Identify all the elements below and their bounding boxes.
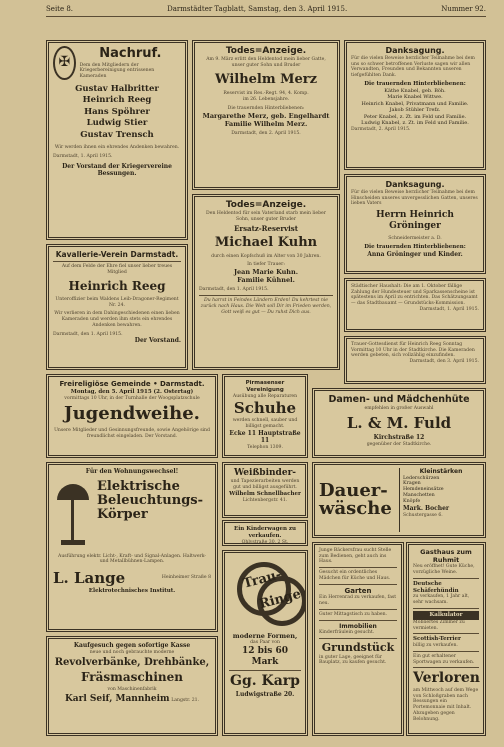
seif-address: Langstr. 21.: [171, 698, 200, 704]
elektrische-beleuchtung-ad: [46, 462, 218, 632]
mourner-name: Familie Wilhelm Merz.: [224, 120, 308, 129]
bocher-address: Schustergasse 6.: [403, 512, 443, 518]
deceased-age: durch einen Kopfschuß im Alter von 30 Jahren.: [211, 253, 321, 259]
dauerwaesche-ad: [312, 462, 486, 538]
pirmasenser-schuhe-ad: [222, 374, 308, 458]
mourners-label: Die trauernden Hinterbliebenen:: [364, 80, 466, 87]
death-notice-date: Darmstadt, den 1. April 1915.: [199, 287, 269, 293]
death-notice-title: Todes=Anzeige.: [225, 200, 307, 210]
beleuchtung-text: Ausführung elektr. Licht-, Kraft- und Signal-Anlagen. Haltwerk- und Metallbühnen-Lampen.: [58, 553, 206, 565]
weissbinder-ad: [222, 462, 308, 518]
weissbinder-text: und Tapezierarbeiten werden gut und billigst ausgeführt.: [230, 479, 300, 490]
death-notice-text: Den Heldentod für sein Vaterland starb mein lieber Sohn, unser guter Bruder: [206, 211, 326, 222]
deceased-role: Schneidermeister a. D.: [388, 235, 442, 241]
schuhe-heading: Schuhe: [233, 399, 297, 418]
danksagung-title: Danksagung.: [385, 180, 445, 189]
danksagung-knabel: [344, 40, 486, 170]
kaufgesuch-text: neue und noch gebrauchte moderne: [89, 649, 175, 655]
terrier-text: billig zu verkaufen.: [413, 643, 458, 649]
danksagung-date: Darmstadt, 2. April 1915.: [351, 126, 411, 132]
danksagung-title: Danksagung.: [385, 46, 445, 55]
death-notice-kuhn: [192, 194, 340, 370]
beleuchtung-heading: Körper: [97, 507, 148, 523]
weissbinder-heading: Weißbinder-: [233, 468, 297, 478]
mourners-label: Die trauernden Hinterbliebenen:: [227, 106, 305, 112]
kleinstaerken-title: Kleinstärken: [419, 468, 463, 475]
page-number: Seite 8.: [46, 5, 74, 13]
mourner-name: Heinrich Knabel, Privatmann und Familie.: [361, 100, 469, 107]
product-item: Knöpfe: [403, 499, 421, 505]
nachruf-body: Wir werden ihnen ein ehrendes Andenken bewahren.: [54, 145, 180, 151]
product-item: Kragen: [403, 481, 421, 487]
immobilien-heading: Immobilien: [339, 622, 377, 630]
trauringe-price: 12 bis 60 Mark: [241, 645, 289, 668]
product-item: Lederschürzen: [403, 475, 440, 481]
trauringe-text: moderne Formen,: [232, 632, 298, 640]
kinderwagen-address: Ohlystraße 30, 2 St.: [241, 539, 289, 545]
deceased-name: Herrn Heinrich Gröninger: [376, 210, 454, 232]
kavallerie-footer: Der Vorstand.: [134, 337, 181, 345]
product-item: Manschetten: [403, 493, 435, 499]
verloren-heading: Verloren: [413, 670, 480, 687]
kaufgesuch-maschinen-ad: [46, 636, 218, 736]
ruhm-heading: Gasthaus zum Ruhmit: [420, 548, 472, 565]
classified-item: Möbliertes Zimmer zu vermieten.: [413, 619, 465, 631]
bocher-brand: Mark. Bocher: [403, 505, 450, 513]
kavallerie-verein-ad: [46, 244, 188, 370]
mourners-label: Die trauernden Hinterbliebenen:: [364, 244, 466, 251]
mourner-name: Käthe Knabel, geb. Böh.: [384, 87, 446, 94]
memorial-service-text: Trauer-Gottesdienst für Heinrich Reeg Sonntag Vormittag 10 Uhr in der Stadtkirche. Die Kameraden werden gebeten, sich vollzählig einzufinden.: [351, 342, 475, 359]
deceased-rank: Ersatz-Reservist: [234, 223, 298, 233]
memorial-service-notice: [344, 336, 486, 384]
kavallerie-title: Kavallerie-Verein Darmstadt.: [55, 250, 179, 259]
classified-item: Ein Herrenrad zu verkaufen, fast neu.: [319, 595, 397, 607]
nachruf-name: Heinrich Reeg: [82, 95, 152, 106]
lange-brand: L. Lange: [53, 568, 126, 587]
dauerwaesche-heading: Dauer-: [319, 480, 388, 501]
cross-emblem-icon: ✠: [53, 46, 76, 80]
trauringe-heading: Ringe: [257, 586, 303, 613]
deceased-age: im 26. Lebensjahre.: [242, 96, 290, 102]
death-notice-merz: [192, 40, 340, 190]
nachruf-name: Gustav Halbritter: [75, 84, 159, 94]
dauerwaesche-heading: wäsche: [319, 498, 392, 519]
classified-column-left: [312, 542, 404, 736]
classified-item: Guter Mittagstisch zu haben.: [319, 611, 388, 617]
grundstueck-heading: Grundstück: [321, 640, 395, 654]
mourner-name: Margarethe Merz, geb. Engelhardt: [202, 112, 330, 121]
death-notice-text: Am 9. März erlitt den Heldentod mein lieber Gatte, unser guter Sohn und Bruder: [206, 57, 326, 68]
karp-address: Ludwigstraße 20.: [235, 690, 295, 698]
kalkulator-heading: Kalkulator: [413, 611, 479, 620]
weissbinder-address: Lichtenbergstr. 41.: [242, 497, 288, 503]
kaufgesuch-title: Kaufgesuch gegen sofortige Kasse: [73, 642, 191, 649]
gemeinde-time: vormittags 10 Uhr, in der Turnhalle der Woogsplatzschule: [64, 395, 200, 401]
page-header: [46, 2, 486, 17]
mourner-name: Jean Marie Kuhn.: [233, 268, 299, 277]
trauringe-ad: [222, 550, 308, 736]
nachruf-name: Hans Spöhrer: [84, 106, 150, 117]
classified-item: Gesucht ein ordentliches Mädchen für Küche und Haus.: [319, 570, 391, 581]
kavallerie-body: Wir verlieren in dem Dahingeschiedenen einen lieben Kameraden und werden ihm stets ein ehrendes Andenken bewahren.: [54, 311, 180, 328]
jugendweihe-heading: Jugendweihe.: [64, 403, 200, 425]
municipal-notice-date: Darmstadt, 1. April 1915.: [419, 306, 479, 312]
lange-sub: Elektrotechnisches Institut.: [88, 587, 176, 594]
beleuchtung-title: Für den Wohnungswechsel!: [85, 468, 179, 475]
gemeinde-title: Freireligiöse Gemeinde • Darmstadt.: [59, 380, 205, 388]
deceased-name: Heinrich Reeg: [68, 278, 166, 293]
wedding-rings-icon: [229, 556, 301, 632]
damenhuete-ad: [312, 388, 486, 458]
maschinen-sub: von Maschinenfabrik: [107, 686, 157, 692]
municipal-notice: [344, 278, 486, 332]
pirmasenser-sub: Ausübung alle Reparaturen: [232, 393, 298, 399]
maschinen-heading: Revolverbänke, Drehbänke,: [54, 657, 210, 669]
verloren-text: am Mittwoch auf dem Wege von Schloßgraben nach Bessungen ein Portemonnaie mit Inhalt. Abzugeben gegen Belohnung.: [413, 687, 479, 722]
kinderwagen-ad: [222, 520, 308, 546]
danksagung-groeninger: [344, 174, 486, 274]
kavallerie-date: Darmstadt, den 1. April 1915.: [53, 331, 123, 337]
classified-item: Kinderfräulein gesucht.: [319, 630, 375, 636]
nachruf-ad: [46, 40, 188, 240]
kinderwagen-text: Ein Kinderwagen zu verkaufen.: [234, 526, 296, 539]
mourner-name: Peter Knabel, z. Zt. im Feld und Familie.: [363, 113, 467, 120]
mourner-name: Jakob Stühler Trefz.: [389, 107, 441, 114]
nachruf-name: Ludwig Stier: [86, 118, 148, 129]
nachruf-title: Nachruf.: [99, 46, 162, 62]
classified-column-right: [406, 542, 486, 736]
weissbinder-name: Wilhelm Schnellbacher: [229, 490, 301, 497]
schaefer-heading: Deutsche Schäferhündin: [413, 580, 459, 594]
pirmasenser-title: Pirmasenser Vereinigung: [245, 380, 285, 393]
danksagung-text: Für die vielen Beweise herzlicher Teilnahme bei dem Hinscheiden unseres unvergesslichen Gatten, unseres lieben Vaters: [351, 190, 478, 207]
pirmasenser-phone: Telephon 1309.: [247, 444, 283, 450]
beleuchtung-heading: Elektrische: [97, 478, 180, 494]
trauringe-price-label: das Paar von: [250, 640, 280, 646]
municipal-notice-text: Städtischer Haushalt: Die am 1. Oktober fällige Zahlung der Hundesteuer und Sparkassenscheine ist spätestens im April zu entrichten. Das Schätzungsamt — das Stadtbauamt — Grundstücks-Kommission.: [351, 284, 478, 307]
kavallerie-text: Auf dem Felde der Ehre fiel unser lieber treues Mitglied: [61, 264, 173, 276]
hats-brand: L. & M. Fuld: [346, 413, 452, 432]
hats-title: Damen- und Mädchenhüte: [328, 394, 470, 405]
deceased-rank: Reservist im Res.-Regt. 94, 4. Komp.: [223, 90, 309, 96]
classified-item: Ein gut erhaltener Sportwagen zu verkaufen.: [413, 653, 475, 665]
lamp-illustration-icon: [53, 480, 93, 550]
lange-address: Heinheimer Straße 8: [161, 575, 211, 581]
memorial-verse: Du harrst in Feindes Ländern Erden! Du kehrtest nie zurück nach Haus. Die Welt soll Dir im Frieden werden, Gott weiß es gut — Du ruhst Dich aus.: [200, 298, 332, 315]
hats-address: Kirchstraße 12: [373, 434, 425, 442]
mourner-name: Anna Gröninger und Kinder.: [367, 251, 463, 259]
death-notice-date: Darmstadt, den 2. April 1915.: [231, 131, 301, 137]
deceased-name: Michael Kuhn: [214, 235, 318, 251]
issue-number: Nummer 92.: [441, 5, 486, 13]
newspaper-title: Darmstädter Tagblatt, Samstag, den 3. April 1915.: [167, 5, 348, 13]
seif-brand: Karl Seif, Mannheim: [64, 694, 170, 705]
freireligioese-gemeinde-ad: [46, 374, 218, 458]
mourners-label: In tiefer Trauer:: [247, 262, 285, 268]
nachruf-name: Gustav Trensch: [80, 129, 154, 140]
schaefer-text: zu verkaufen, 1 Jahr alt, sehr wachsam.: [413, 594, 470, 606]
maschinen-heading: Fräsmaschinen: [80, 669, 184, 684]
deceased-name: Wilhelm Merz: [214, 71, 318, 87]
death-notice-title: Todes=Anzeige.: [225, 46, 307, 56]
hats-sub: empfehlen in großer Auswahl: [364, 405, 434, 411]
grundstueck-text: in guter Lage, geeignet für Bauplatz, zu kaufen gesucht.: [319, 654, 387, 666]
hats-address-note: gegenüber der Stadtkirche.: [366, 441, 432, 447]
nachruf-footer: Der Vorstand der Kriegervereine Bessungen.: [62, 162, 172, 178]
garten-heading: Garten: [344, 586, 372, 595]
pirmasenser-address: Ecke 11 Hauptstraße 11: [229, 429, 301, 445]
pirmasenser-text: werden schnell, sauber und billigst gemacht.: [232, 418, 298, 429]
gemeinde-text: Unsere Mitglieder und Gesinnungsfreunde, sowie Angehörige sind freundlichst eingeladen. Der Vorstand.: [54, 427, 210, 439]
product-item: Hemdeneinsätze: [403, 487, 444, 493]
deceased-rank: Unteroffizier beim Waldens Leib-Dragoner-Regiment Nr. 24.: [55, 296, 179, 308]
beleuchtung-heading: Beleuchtungs-: [97, 492, 203, 508]
mourner-name: Familie Kühnel.: [237, 276, 295, 285]
gemeinde-subtitle: Montag, den 5. April 1915 (2. Ostertag): [70, 388, 194, 395]
ruhm-text: Neu eröffnet! Gute Küche, vorzügliche Weine.: [413, 564, 475, 575]
nachruf-date: Darmstadt, 1. April 1915.: [53, 154, 113, 160]
karp-brand: Gg. Karp: [230, 673, 300, 690]
trauringe-heading: Trau-: [241, 567, 283, 592]
mourner-name: Marie Knabel Wittwe.: [387, 94, 443, 101]
danksagung-text: Für die vielen Beweise herzlicher Teilnahme bei dem uns so schwer betroffenen Verluste sagen wir allen Verwandten, Freunden und Bekannten unseren tiefgefühlten Dank.: [351, 56, 475, 79]
nachruf-intro: Dem den Mitgliedern der Kriegerbereinigung entrissenen Kameraden: [79, 62, 155, 79]
memorial-service-date: Darmstadt, den 3. April 1915.: [409, 359, 479, 365]
mourner-name: Ludwig Knabel, z. Zt. im Feld und Familie.: [361, 120, 469, 127]
classified-item: Junge Bäckersfrau sucht Stelle zum Bedienen, geht auch ins Haus.: [319, 548, 392, 565]
terrier-heading: Scottish-Terrier: [413, 636, 461, 643]
